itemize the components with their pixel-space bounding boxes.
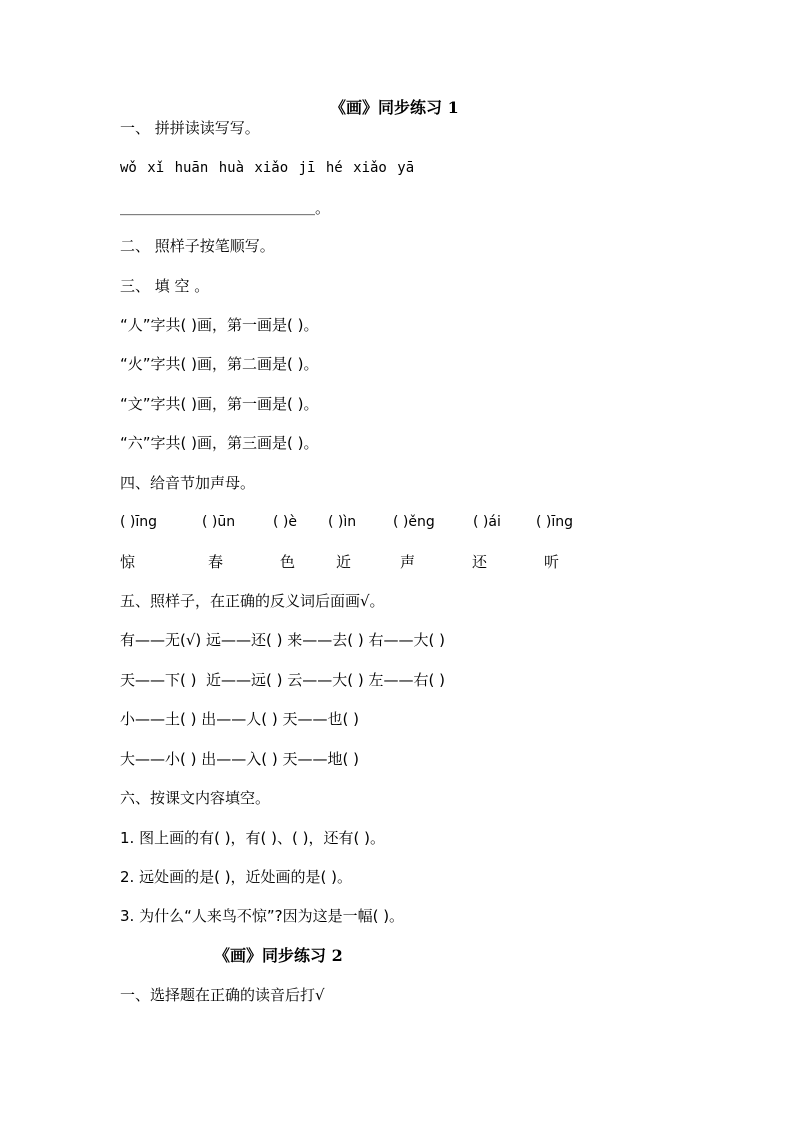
page-title-1: 《画》同步练习 1 — [330, 98, 459, 117]
text-fill-item: 1. 图上画的有( )，有( )、( )，还有( )。 — [120, 829, 385, 847]
fill-item: “六”字共( )画，第三画是( )。 — [120, 434, 319, 452]
syllable: ( )ěng — [393, 514, 435, 530]
syllable: ( )īng — [536, 514, 574, 530]
section-1-heading: 一、 拼拼读读写写。 — [120, 119, 260, 137]
part-2-heading: 一、选择题在正确的读音后打√ — [120, 986, 325, 1004]
page-title-2: 《画》同步练习 2 — [214, 946, 343, 965]
syllable: ( )è — [273, 514, 297, 530]
character-row — [120, 552, 720, 572]
character: 色 — [280, 553, 296, 571]
text-fill-item: 2. 远处画的是( )，近处画的是( )。 — [120, 868, 353, 886]
character: 听 — [544, 553, 560, 571]
section-4-heading: 四、给音节加声母。 — [120, 474, 256, 492]
antonym-row: 天——下( ) 近——远( ) 云——大( ) 左——右( ) — [120, 671, 445, 689]
character: 还 — [472, 553, 488, 571]
fill-item: “火”字共( )画，第二画是( )。 — [120, 355, 319, 373]
character: 近 — [336, 553, 352, 571]
antonym-row: 有——无(√) 远——还( ) 来——去( ) 右——大( ) — [120, 631, 445, 649]
character: 惊 — [120, 553, 136, 571]
section-3-heading: 三、 填 空 。 — [120, 277, 210, 295]
syllable-row — [120, 512, 720, 532]
pinyin-line: wǒ xǐ huān huà xiǎo jī hé xiǎo yā — [120, 160, 415, 176]
answer-line: ＿＿＿＿＿＿＿＿＿＿＿＿＿。 — [120, 199, 331, 217]
section-2-heading: 二、 照样子按笔顺写。 — [120, 237, 275, 255]
syllable: ( )īng — [120, 514, 158, 530]
fill-item: “文”字共( )画，第一画是( )。 — [120, 395, 319, 413]
fill-item: “人”字共( )画，第一画是( )。 — [120, 316, 319, 334]
character: 声 — [400, 553, 416, 571]
antonym-row: 小——土( ) 出——人( ) 天——也( ) — [120, 710, 359, 728]
syllable: ( )ái — [473, 514, 501, 530]
syllable: ( )ūn — [202, 514, 236, 530]
section-6-heading: 六、按课文内容填空。 — [120, 789, 271, 807]
section-5-heading: 五、照样子，在正确的反义词后面画√。 — [120, 592, 385, 610]
text-fill-item: 3. 为什么“人来鸟不惊”?因为这是一幅( )。 — [120, 907, 405, 925]
syllable: ( )ìn — [328, 514, 357, 530]
character: 春 — [208, 553, 224, 571]
antonym-row: 大——小( ) 出——入( ) 天——地( ) — [120, 750, 359, 768]
